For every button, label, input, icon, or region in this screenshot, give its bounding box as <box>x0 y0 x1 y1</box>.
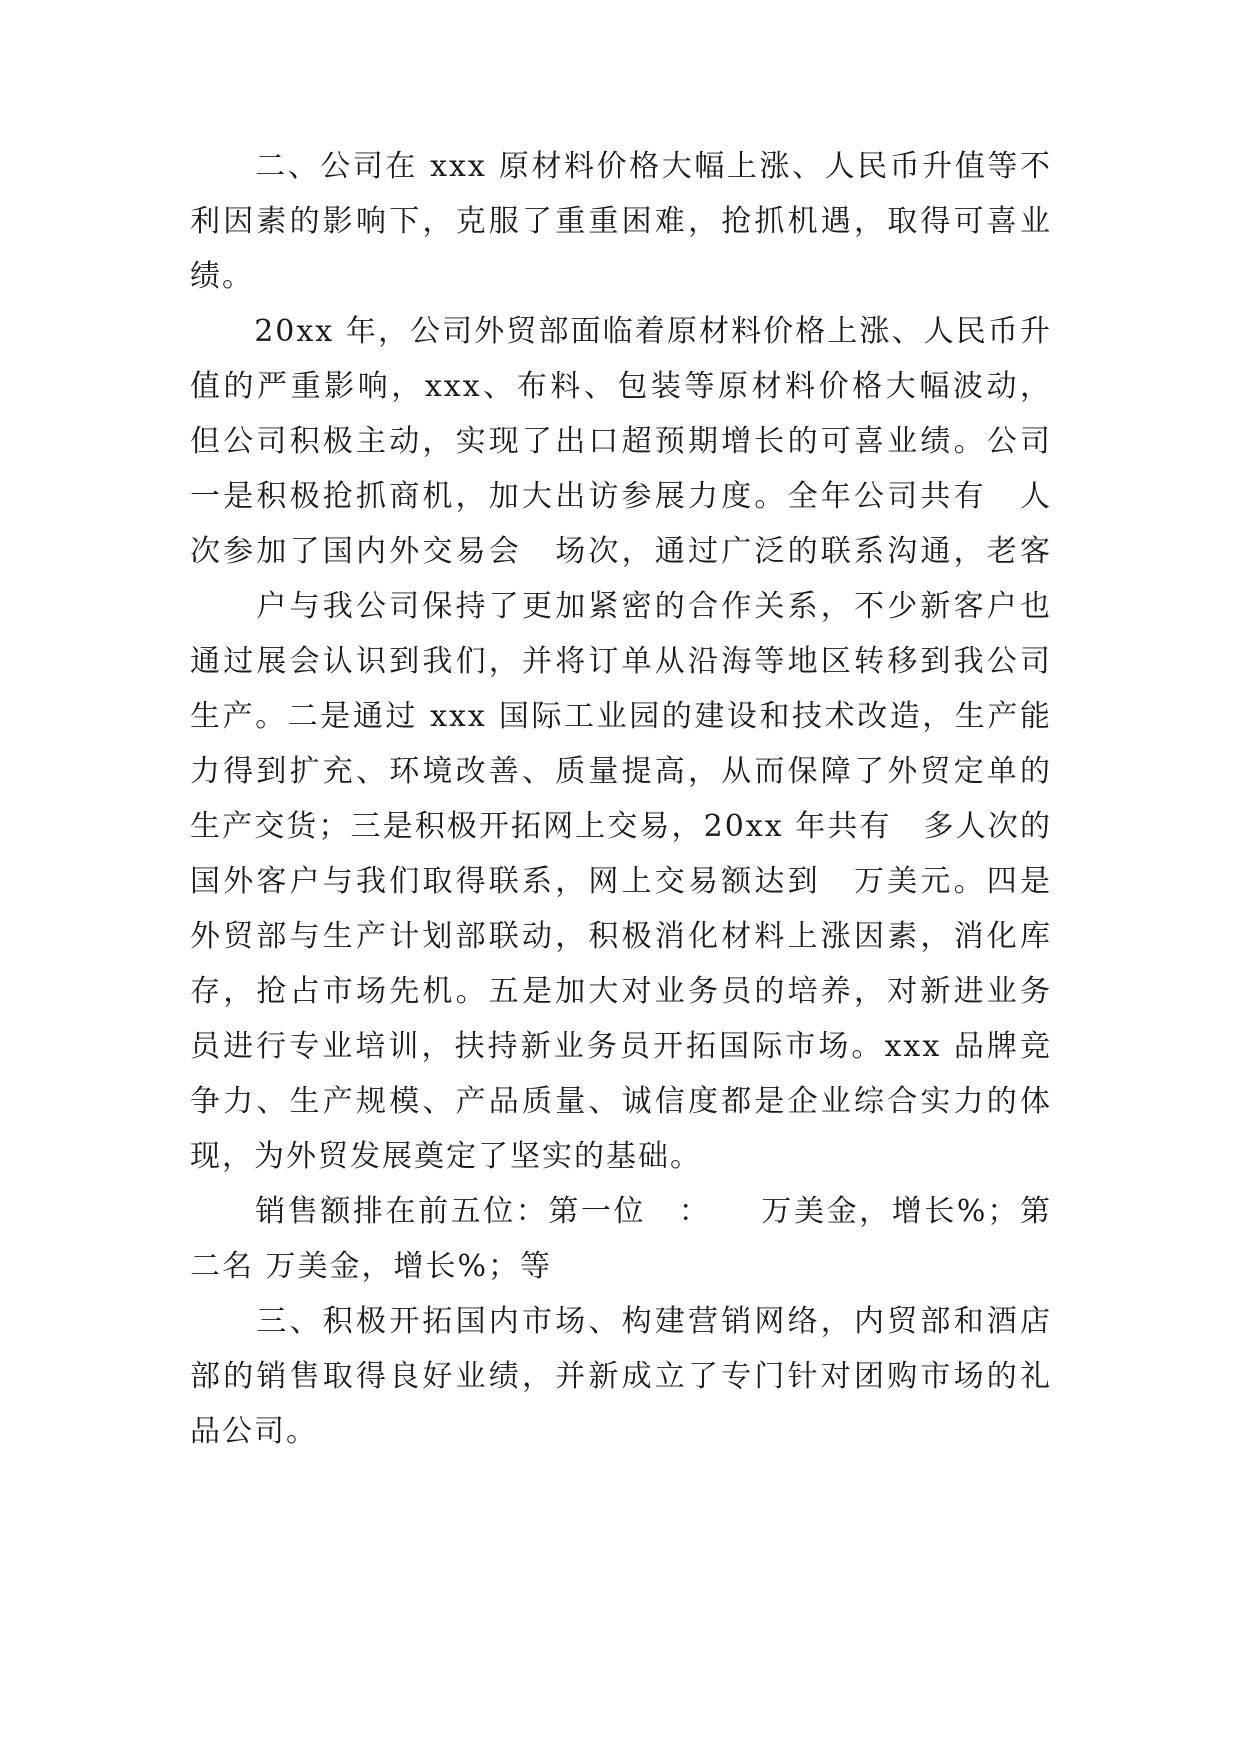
paragraph-line: 存，抢占市场先机。五是加大对业务员的培养，对新进业务 <box>190 974 1052 1009</box>
paragraph-line: 生产。二是通过 xxx 国际工业园的建设和技术改造，生产能 <box>190 699 1052 734</box>
paragraph-line: 20xx 年，公司外贸部面临着原材料价格上涨、人民币升 <box>190 314 1052 349</box>
paragraph-line: 现，为外贸发展奠定了坚实的基础。 <box>190 1139 702 1174</box>
paragraph-line: 绩。 <box>190 259 254 294</box>
paragraph-line: 户与我公司保持了更加紧密的合作关系，不少新客户也 <box>190 589 1052 624</box>
paragraph-line: 部的销售取得良好业绩，并新成立了专门针对团购市场的礼 <box>190 1359 1052 1394</box>
paragraph-line: 三、积极开拓国内市场、构建营销网络，内贸部和酒店 <box>190 1304 1052 1339</box>
paragraph-line: 但公司积极主动，实现了出口超预期增长的可喜业绩。公司 <box>190 424 1052 459</box>
paragraph-line: 国外客户与我们取得联系，网上交易额达到 万美元。四是 <box>190 864 1052 899</box>
paragraph-line: 值的严重影响，xxx、布料、包装等原材料价格大幅波动， <box>190 369 1052 404</box>
paragraph-line: 力得到扩充、环境改善、质量提高，从而保障了外贸定单的 <box>190 754 1052 789</box>
paragraph-line: 员进行专业培训，扶持新业务员开拓国际市场。xxx 品牌竞 <box>190 1029 1052 1064</box>
paragraph-line: 外贸部与生产计划部联动，积极消化材料上涨因素，消化库 <box>190 919 1052 954</box>
paragraph-line: 一是积极抢抓商机，加大出访参展力度。全年公司共有 人 <box>190 479 1052 514</box>
paragraph-line: 争力、生产规模、产品质量、诚信度都是企业综合实力的体 <box>190 1084 1052 1119</box>
paragraph-line: 通过展会认识到我们，并将订单从沿海等地区转移到我公司 <box>190 644 1052 679</box>
paragraph-line: 利因素的影响下，克服了重重困难，抢抓机遇，取得可喜业 <box>190 204 1052 239</box>
paragraph-line: 二、公司在 xxx 原材料价格大幅上涨、人民币升值等不 <box>190 149 1052 184</box>
paragraph-line: 销售额排在前五位：第一位 ： 万美金，增长%；第 <box>190 1194 1052 1229</box>
paragraph-line: 二名 万美金，增长%；等 <box>190 1249 553 1284</box>
paragraph-line: 次参加了国内外交易会 场次，通过广泛的联系沟通，老客 <box>190 534 1052 569</box>
paragraph-line: 品公司。 <box>190 1414 318 1449</box>
paragraph-line: 生产交货；三是积极开拓网上交易，20xx 年共有 多人次的 <box>190 809 1052 844</box>
